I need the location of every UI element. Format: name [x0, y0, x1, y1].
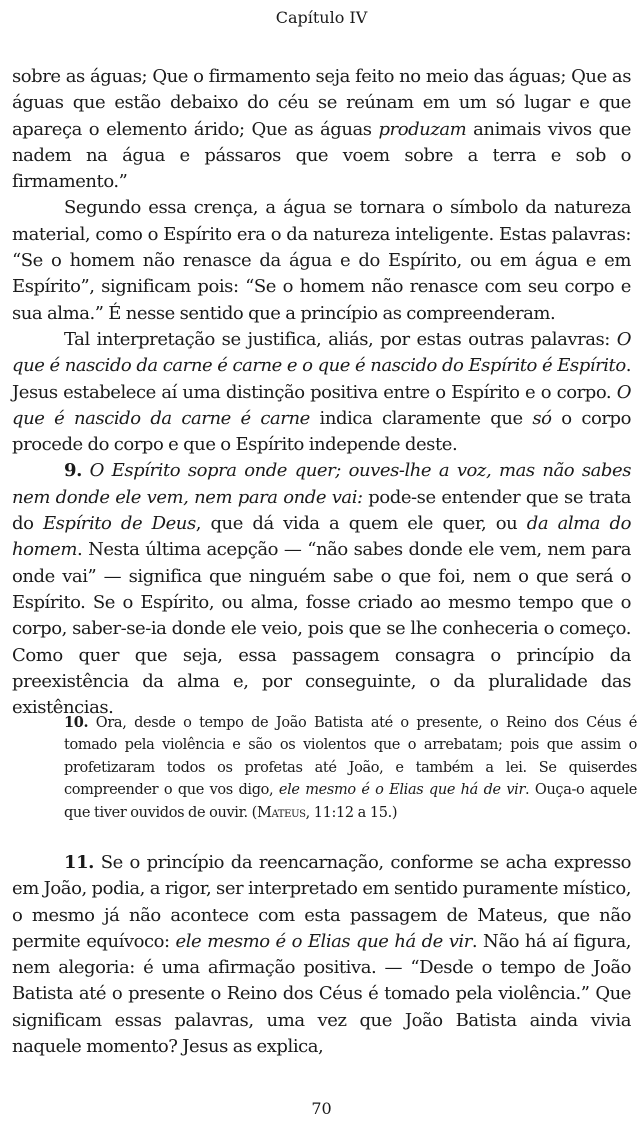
quote-paragraph: 10. Ora, desde o tempo de João Batista até o presente, o Reino dos Céus é tomado pela violência e são os violentos que o arrebatam; pois que assim o profetizaram todos os profetas até João, e também a lei. Se quiserdes compreender o que vos digo, ele mesmo é o Elias que há de vir. Ouça-o aquele que tiver ouvidos de ouvir. (Mateus, 11:12 a 15.) [64, 714, 637, 821]
item-number: 10. [64, 714, 89, 731]
running-header: Capítulo IV [275, 8, 368, 27]
item-number: 11. [64, 852, 94, 873]
main-text-block [12, 64, 631, 721]
source-reference: Mateus [256, 804, 306, 821]
main-text-block-2 [12, 850, 631, 1060]
paragraph-3: Tal interpretação se justifica, aliás, por estas outras palavras: O que é nascido da carne é carne e o que é nascido do Espírito é Espírito. Jesus estabelece aí uma distinção positiva entre o Espírito e o corpo. O que é nascido da carne é carne indica claramente que só o corpo procede do corpo e que o Espírito independe deste. [12, 328, 631, 456]
scripture-quote [64, 712, 637, 824]
paragraph-5: 11. Se o princípio da reencarnação, conforme se acha expresso em João, podia, a rigor, ser interpretado em sentido puramente místico, o mesmo já não acontece com esta passagem de Mateus, que não permite equívoco: ele mesmo é o Elias que há de vir. Não há aí figura, nem alegoria: é uma afirmação positiva. — “Desde o tempo de João Batista até o presente o Reino dos Céus é tomado pela violência.” Que significam essas palavras, uma vez que João Batista ainda vivia naquele momento? Jesus as explica, [12, 852, 631, 1058]
item-number: 9. [64, 460, 82, 482]
paragraph-4: 9. O Espírito sopra onde quer; ouves-lhe a voz, mas não sabes nem donde ele vem, nem para onde vai: pode-se entender que se trata do Espírito de Deus, que dá vida a quem ele quer, ou da alma do homem. Nesta última acepção — “não sabes donde ele vem, nem para onde vai” — significa que ninguém sabe o que foi, nem o que será o Espírito. Se o Espírito, ou alma, fosse criado ao mesmo tempo que o corpo, saber-se-ia donde ele veio, pois que se lhe conheceria o começo. Como quer que seja, essa passagem consagra o princípio da preexistência da alma e, por conseguinte, o da pluralidade das existências. [12, 460, 632, 719]
paragraph-2: Segundo essa crença, a água se tornara o símbolo da natureza material, como o Espírito era o da natureza inteligente. Estas palavras: “Se o homem não renasce da água e do Espírito, ou em água e em Espírito”, significam pois: “Se o homem não renasce com seu corpo e sua alma.” É nesse sentido que a princípio as compreenderam. [12, 197, 631, 324]
paragraph-1: sobre as águas; Que o firmamento seja feito no meio das águas; Que as águas que estão debaixo do céu se reúnam em um só lugar e que apareça o elemento árido; Que as águas produzam animais vivos que nadem na água e pássaros que voem sobre a terra e sob o firmamento.” [12, 66, 631, 193]
page-number: 70 [311, 1099, 332, 1118]
